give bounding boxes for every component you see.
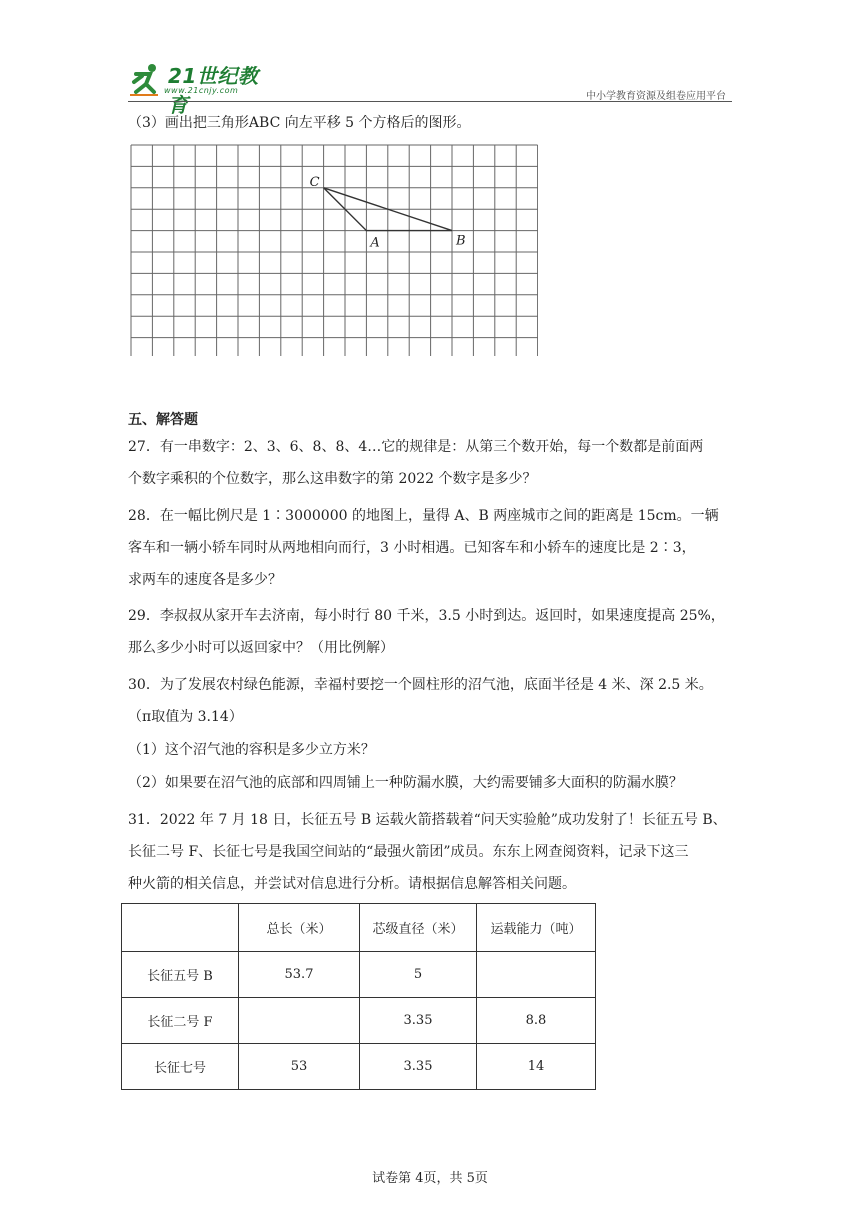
table-cell: 长征七号: [122, 1044, 239, 1090]
question-31-line: 31．2022 年 7 月 18 日，长征五号 B 运载火箭搭载着“问天实验舱”成功发射了！长征五号 B、: [128, 812, 727, 828]
vertex-label-c: C: [309, 174, 320, 190]
logo-url: www.21cnjy.com: [164, 86, 239, 95]
table-header-row: [122, 904, 596, 952]
question-30-line: （π取值为 3.14）: [128, 709, 243, 725]
logo-text: 21世纪教育: [168, 64, 259, 117]
table-cell: 长征五号 B: [122, 952, 239, 998]
table-cell: 3.35: [360, 1044, 477, 1090]
question-27-line: 27．有一串数字：2、3、6、8、8、4…它的规律是：从第三个数开始，每一个数都是前面两: [128, 439, 704, 455]
question-29-line: 那么多少小时可以返回家中？（用比例解）: [128, 640, 394, 656]
header-divider: [128, 101, 732, 102]
table-header-cell: 芯级直径（米）: [360, 904, 477, 952]
runner-icon: [128, 62, 164, 98]
grid-lines: [131, 145, 538, 356]
question-29-line: 29．李叔叔从家开车去济南，每小时行 80 千米，3.5 小时到达。返回时，如果速度提高 25%，: [128, 608, 725, 624]
table-header-cell: 运载能力（吨）: [477, 904, 596, 952]
table-cell: 3.35: [360, 998, 477, 1044]
question-28-line: 28．在一幅比例尺是 1∶3000000 的地图上，量得 A、B 两座城市之间的距离是 15cm。一辆: [128, 508, 719, 524]
question-28-line: 客车和一辆小轿车同时从两地相向而行，3 小时相遇。已知客车和小轿车的速度比是 2∶3，: [128, 540, 696, 556]
header-platform-name: 中小学教育资源及组卷应用平台: [586, 91, 726, 102]
question-30-line: 30．为了发展农村绿色能源，幸福村要挖一个圆柱形的沼气池，底面半径是 4 米、深 2.5 米。: [128, 677, 713, 693]
table-row: [122, 998, 596, 1044]
logo: [128, 58, 278, 117]
question-3-text: （3）画出把三角形ABC 向左平移 5 个方格后的图形。: [128, 115, 471, 131]
table-cell: 53.7: [239, 952, 360, 998]
table-header-cell: 总长（米）: [239, 904, 360, 952]
table-cell: 8.8: [477, 998, 596, 1044]
table-row: [122, 952, 596, 998]
table-cell: [239, 998, 360, 1044]
question-30-part-2: （2）如果要在沼气池的底部和四周铺上一种防漏水膜，大约需要铺多大面积的防漏水膜？: [128, 775, 683, 791]
question-28-line: 求两车的速度各是多少？: [128, 572, 282, 588]
question-27-line: 个数字乘积的个位数字，那么这串数字的第 2022 个数字是多少？: [128, 471, 537, 487]
vertex-label-a: A: [370, 235, 380, 251]
table-header-cell: [122, 904, 239, 952]
question-31-line: 长征二号 F、长征七号是我国空间站的“最强火箭团”成员。东东上网查阅资料，记录下这三: [128, 844, 689, 860]
table-cell: 53: [239, 1044, 360, 1090]
question-30-part-1: （1）这个沼气池的容积是多少立方米？: [128, 742, 375, 758]
vertex-label-b: B: [456, 233, 466, 249]
table-cell: 5: [360, 952, 477, 998]
table-cell: [477, 952, 596, 998]
triangle-grid: [130, 144, 538, 356]
table-cell: 长征二号 F: [122, 998, 239, 1044]
question-31-line: 种火箭的相关信息，并尝试对信息进行分析。请根据信息解答相关问题。: [128, 876, 576, 892]
page-footer: 试卷第 4页，共 5页: [372, 1171, 488, 1186]
table-row: [122, 1044, 596, 1090]
rocket-info-table: [121, 903, 596, 1090]
section-title: 五、解答题: [128, 412, 198, 428]
table-cell: 14: [477, 1044, 596, 1090]
